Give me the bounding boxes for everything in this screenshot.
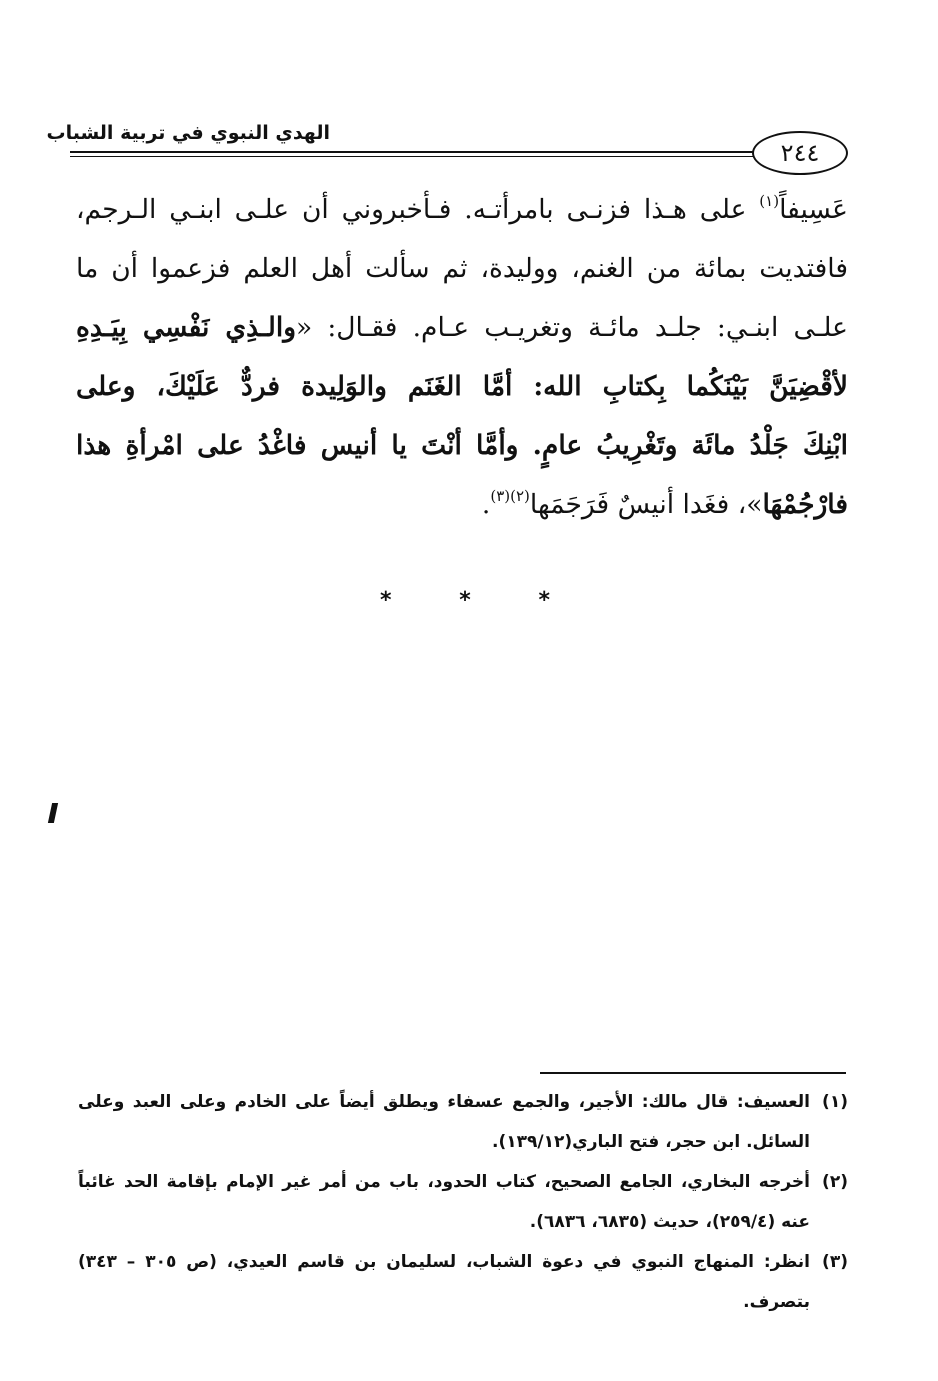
header-rule-thin: [70, 156, 754, 157]
text-line-5: [76, 416, 848, 475]
footnote-item: [78, 1082, 848, 1162]
scan-mark: [48, 803, 58, 823]
text-segment: .: [481, 489, 491, 520]
separator-star: *: [459, 588, 471, 613]
footnote-item: [78, 1242, 848, 1322]
text-segment: علـى ابنـي: جلـد مائـة وتغريـب عـام. فقـال: «: [296, 312, 848, 343]
footnotes: [78, 1082, 848, 1322]
main-text: [76, 180, 848, 534]
hadith-text: والـذِي نَفْسِي بِيَـدِهِ: [76, 312, 296, 343]
footnote-number: (٢): [822, 1172, 848, 1192]
footnote-number: (٣): [822, 1252, 848, 1272]
footnote-item: [78, 1162, 848, 1242]
section-separator: [380, 588, 550, 613]
footnote-text: انظر: المنهاج النبوي في دعوة الشباب، لسليمان بن قاسم العيدي، (ص ٣٠٥ – ٣٤٣) بتصرف.: [78, 1252, 810, 1312]
text-line-4: [76, 357, 848, 416]
text-line-2: [76, 239, 848, 298]
page-number-text: ٢٤٤: [780, 139, 820, 167]
text-segment: »، فغَدا أنيسٌ فَرَجَمَها: [529, 489, 763, 520]
text-segment: عَسِيفاً: [779, 194, 848, 225]
text-segment: على هـذا فزنـى بامرأتـه. فـأخبروني أن علـى ابنـي الـرجم،: [76, 194, 760, 225]
hadith-text: لأقْضِيَنَّ بَيْنَكُما بِكتابِ الله: أمَّا الغَنَم والوَلِيدة فردٌّ عَلَيْكَ، وعلى: [76, 371, 848, 402]
page-number: [752, 131, 848, 175]
separator-star: *: [380, 588, 392, 613]
hadith-text: ابْنِكَ جَلْدُ مائَة وتَغْرِيبُ عامٍ. وأمَّا أنْتَ يا أنيس فاغْدُ على امْرأةِ هذا: [76, 430, 848, 461]
hadith-text: فارْجُمْهَا: [762, 489, 848, 520]
text-line-6: [76, 475, 848, 534]
separator-star: *: [538, 588, 550, 613]
text-segment: فافتديت بمائة من الغنم، ووليدة، ثم سألت أهل العلم فزعموا أن ما: [76, 253, 848, 284]
footnote-rule: [540, 1072, 846, 1074]
footnote-number: (١): [822, 1092, 848, 1112]
text-line-1: [76, 180, 848, 239]
text-line-3: [76, 298, 848, 357]
running-header-title: الهدي النبوي في تربية الشباب: [46, 122, 330, 144]
footnote-text: العسيف: قال مالك: الأجير، والجمع عسفاء ويطلق أيضاً على الخادم وعلى العبد وعلى السائل. ابن حجر، فتح الباري(١٣٩/١٢).: [78, 1092, 810, 1152]
header-rule: [70, 151, 758, 153]
footnote-text: أخرجه البخاري، الجامع الصحيح، كتاب الحدود، باب من أمر غير الإمام بإقامة الحد غائباً عنه (٢٥٩/٤)، حديث (٦٨٣٥، ٦٨٣٦).: [78, 1172, 810, 1232]
footnote-ref: (٢)(٣): [490, 487, 530, 505]
footnote-ref: (١): [759, 192, 780, 210]
